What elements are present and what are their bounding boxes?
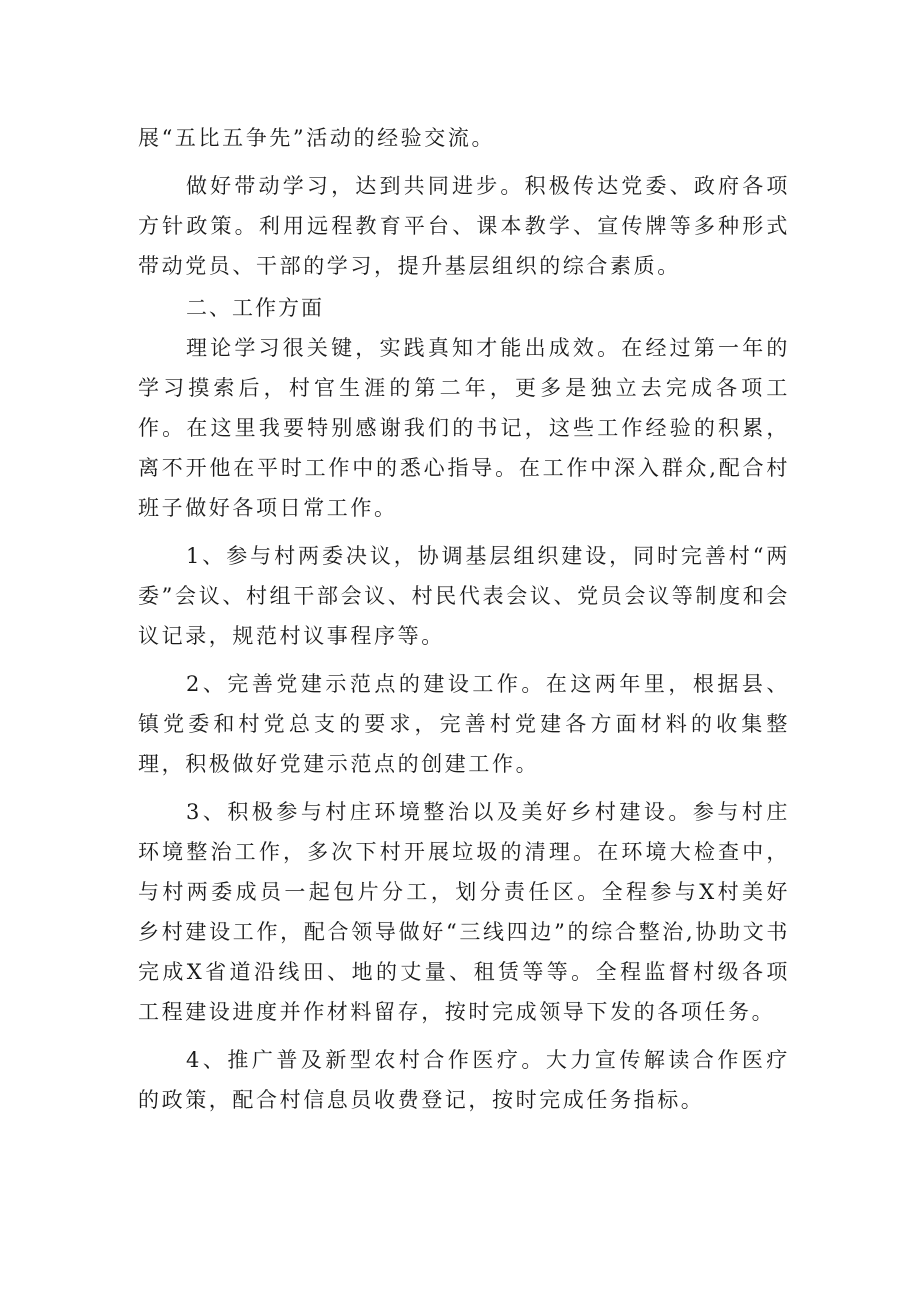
paragraph-item-4: 4、推广普及新型农村合作医疗。大力宣传解读合作医疗的政策，配合村信息员收费登记，按时完成任务指标。 [138,1048,790,1112]
paragraph-work-intro: 理论学习很关键，实践真知才能出成效。在经过第一年的学习摸索后，村官生涯的第二年，更多是独立去完成各项工作。在这里我要特别感谢我们的书记，这些工作经验的积累，离不开他在平时工作中的悉心指导。在工作中深入群众,配合村班子做好各项日常工作。 [138,336,790,520]
paragraph-item-2: 2、完善党建示范点的建设工作。在这两年里，根据县、镇党委和村党总支的要求，完善村党建各方面材料的收集整理，积极做好党建示范点的创建工作。 [138,672,790,776]
paragraph-item-1: 1、参与村两委决议，协调基层组织建设，同时完善村“两委”会议、村组干部会议、村民代表会议、党员会议等制度和会议记录，规范村议事程序等。 [138,544,790,648]
section-heading-work: 二、工作方面 [186,296,324,320]
paragraph-item-3: 3、积极参与村庄环境整治以及美好乡村建设。参与村庄环境整治工作，多次下村开展垃圾的清理。在环境大检查中，与村两委成员一起包片分工，划分责任区。全程参与X村美好乡村建设工作，配合领导做好“三线四边”的综合整治,协助文书完成X省道沿线田、地的丈量、租赁等等。全程监督村级各项工程建设进度并作材料留存，按时完成领导下发的各项任务。 [138,800,790,1024]
document-page [138,118,790,1120]
paragraph-study-leadership: 做好带动学习，达到共同进步。积极传达党委、政府各项方针政策。利用远程教育平台、课本教学、宣传牌等多种形式带动党员、干部的学习，提升基层组织的综合素质。 [138,174,790,278]
paragraph-continuation: 展“五比五争先”活动的经验交流。 [138,126,496,150]
